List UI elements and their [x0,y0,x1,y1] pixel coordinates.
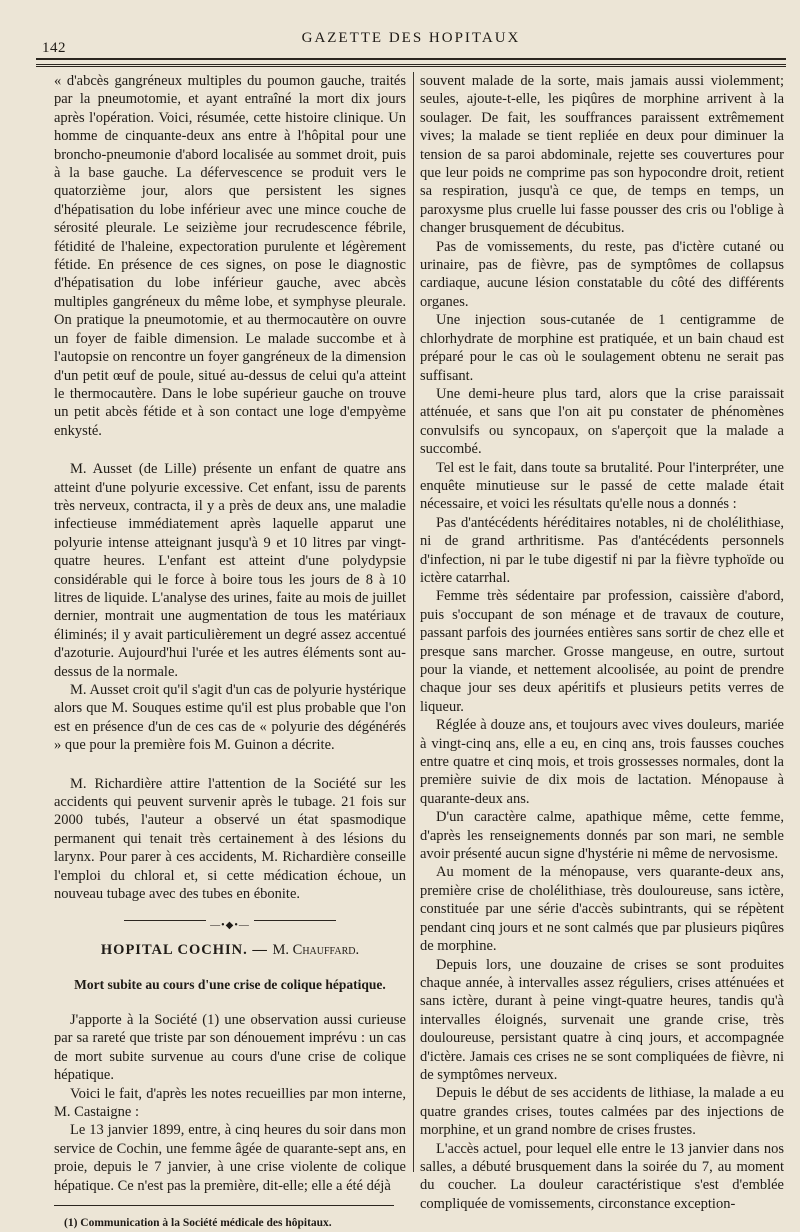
paragraph-observation: J'apporte à la Société (1) une observation aussi curieuse par sa rareté que triste par son dénouement imprévu : un cas de mort subite survenue au cours d'une crise de colique hépatique. [54,1011,406,1084]
paragraph-acces-actuel: L'accès actuel, pour lequel elle entre le 13 janvier dans nos salles, a débuté brusquement dans la soirée du 7, au moment du coucher. La douleur caractéristique s'est d'emblée compliquée de vomissements, circonstance exception- [420,1140,784,1212]
right-column [420,72,784,1213]
paragraph-profession: Femme très sédentaire par profession, caissière d'abord, puis s'occupant de son ménage et de travaux de couture, passant parfois des journées entières sans sortir de chez elle et presque sans marcher. Grosse mangeuse, en outre, surtout pour la viande, et nettement alcoolisée, au point de prendre chaque jour ses deux apéritifs et plusieurs petits verres de liqueur. [420,588,784,715]
page-header [36,26,786,56]
paragraph-pas-de-vomissements: Pas de vomissements, du reste, pas d'ictère cutané ou urinaire, pas de fièvre, pas de symptômes de collapsus cardiaque, aucune lésion constatable du côté des différents organes. [420,238,784,310]
section-author: M. Chauffard. [272,942,360,959]
paragraph-menopause: Au moment de la ménopause, vers quarante-deux ans, première crise de cholélithiase, très douloureuse, sans ictère, constituée par une série d'accès subintrants, qui se répètent pendant cinq jours et ne sont calmés que par plusieurs piqûres de morphine. [420,864,784,955]
paragraph-ausset-hysterie: M. Ausset croit qu'il s'agit d'un cas de polyurie hystérique alors que M. Souques estime qu'il est plus probable que l'on est en présence d'un de ces cas de « polyurie des dégénérés » que pour la première fois M. Guinon a décrite. [54,682,406,754]
header-rule-thin [36,66,786,67]
paragraph-antecedents: Pas d'antécédents héréditaires notables, ni de cholélithiase, ni de grand arthritisme. Pas d'antécédents personnels d'infection, ni par le tube digestif ni par la fièvre typhoïde ou ictère catarrhal. [420,514,784,586]
footnote-rule [54,1205,394,1206]
paragraph-admission: Le 13 janvier 1899, entre, à cinq heures du soir dans mon service de Cochin, une femme âgée de quarante-sept ans, en proie, depuis le 7 janvier, à une crise violente de colique hépatique. Ce n'est pas la première, dit-elle; elle a été déjà [54,1122,406,1194]
paragraph-injection-morphine: Une injection sous-cutanée de 1 centigramme de chlorhydrate de morphine est pratiquée, et un bain chaud est préparé pour le cas où le soulagement obtenu ne serait pas suffisant. [420,312,784,384]
paragraph-souffrances: souvent malade de la sorte, mais jamais aussi violemment; seules, ajoute-t-elle, les piqûres de morphine arrivent à la soulager. De fait, les souffrances paraissent extrêmement vives; la malade se tient repliée en deux pour diminuer la tension de sa paroi abdominale, rejette ses couvertures pour que leur poids ne comprime pas son hypocondre droit, retient sa respiration, jusqu'à ce que, de temps en temps, un paroxysme plus cruelle lui fasse pousser des cris ou l'oblige à changer brusquement de décubitus. [420,73,784,237]
section-ornament: —•◆•— [54,915,406,925]
paragraph-ausset-polyurie: M. Ausset (de Lille) présente un enfant de quatre ans atteint d'une polyurie excessive. Cet enfant, issu de parents très nerveux, contracta, il y a près de deux ans, une maladie infectieuse immédiatement après laquelle apparut une polyurie intense atteignant jusqu'à 9 et 10 litres par vingt-quatre heures. L'enfant est atteint d'une polydypsie considérable qui le force à boire tous les jours de 8 à 10 litres de liquide. L'analyse des urines, faite au mois de juillet dernier, montrait une augmentation de tous les matériaux éliminés; il y avait particulièrement un degré assez accentué d'azoturie. Aujourd'hui l'urée et les autres éléments sont au-dessus de la normale. [54,461,406,680]
paragraph-deces: Une demi-heure plus tard, alors que la crise paraissait atténuée, et sans que l'on ait pu constater de phénomènes convulsifs ou syncopaux, on s'aperçoit que la malade a succombé. [420,385,784,458]
left-column [54,72,406,1232]
paragraph-richardiere-tubage: M. Richardière attire l'attention de la Société sur les accidents qui peuvent survenir après le tubage. 21 fois sur 2000 tubés, l'auteur a observé un état spasmodique permanent qui tenait très certainement à des lésions du larynx. Pour parer à ces accidents, M. Richardière conseille l'emploi du chloral et, si cette médication échoue, un nouveau tubage avec des tubes en ébonite. [54,775,406,903]
paragraph-reglee: Réglée à douze ans, et toujours avec vives douleurs, mariée à vingt-cinq ans, elle a eu, en cinq ans, trois fausses couches entre quatre et cinq mois, et trois grossesses normales, dont la première suivie de dix mois de lactation. Ménopause à quarante-deux ans. [420,717,784,807]
paragraph-notes-interne: Voici le fait, d'après les notes recueillies par mon interne, M. Castaigne : [54,1085,406,1120]
paragraph-caractere: D'un caractère calme, apathique même, cette femme, d'après les renseignements donnés par son mari, ne semble avoir présenté aucun signe d'hystérie ni même de nervosisme. [420,809,784,863]
article-title: Mort subite au cours d'une crise de colique hépatique. [74,976,386,992]
paragraph-enquete: Tel est le fait, dans toute sa brutalité. Pour l'interpréter, une enquête minutieuse sur le passé de cette malade était nécessaire, et voici les résultats qu'elle nous a donnés : [420,459,784,513]
paragraph-crises-annuelles: Depuis lors, une douzaine de crises se sont produites chaque année, à intervalles assez réguliers, crises atténuées et sans ictère, durant à peine vingt-quatre heures, tandis qu'à intervalles éloignés, survenait une grande crise, très douloureuse, persistant quatre à cinq jours, et accompagnée d'ictère. Jamais ces crises ne se sont compliquées de fièvre, ni de symptômes nerveux. [420,956,784,1083]
footnote: (1) Communication à la Société médicale des hôpitaux. [64,1216,332,1229]
hospital-name: HOPITAL COCHIN. — [100,942,268,959]
paragraph-grandes-crises: Depuis le début de ses accidents de lithiase, la malade a eu quatre grandes crises, toutes calmées par des injections de morphine, et un grand nombre de crises frustes. [420,1085,784,1139]
column-divider [413,72,414,1172]
page-number: 142 [42,40,66,56]
header-rule [36,58,786,65]
section-heading [54,941,406,959]
running-title: GAZETTE DES HOPITAUX [301,30,521,46]
paragraph-abces-gangreneux: « d'abcès gangréneux multiples du poumon gauche, traités par la pneumotomie, et ayant entraîné la mort dix jours après l'opération. Voici, résumée, cette histoire clinique. Un homme de cinquante-deux ans entre à l'hôpital pour une broncho-pneumonie d'abord localisée au sommet droit, puis à la base gauche. La défervescence se produit vers le quatorzième jour, alors que persistent les signes d'hépatisation du lobe inférieur avec une mince couche de sérosité pleurale. Le seizième jour recrudescence fébrile, fétidité de l'haleine, expectoration purulente et légèrement fétide. En présence de ces signes, on pose le diagnostic d'hépatisation du lobe inférieur gauche, avec abcès multiples gangréneux du même lobe, et symphyse pleurale. On pratique la pneumotomie, et au thermocautère on ouvre un foyer de faible dimension. Le malade succombe et à l'autopsie on rencontre un foyer gangréneux de la dimension d'un petit œuf de poule, situé au-dessus de celui qu'a atteint le thermocautère. Dans le lobe supérieur gauche on trouve un petit abcès fétide et à son contact une loge d'empyème enkysté. [54,73,406,439]
